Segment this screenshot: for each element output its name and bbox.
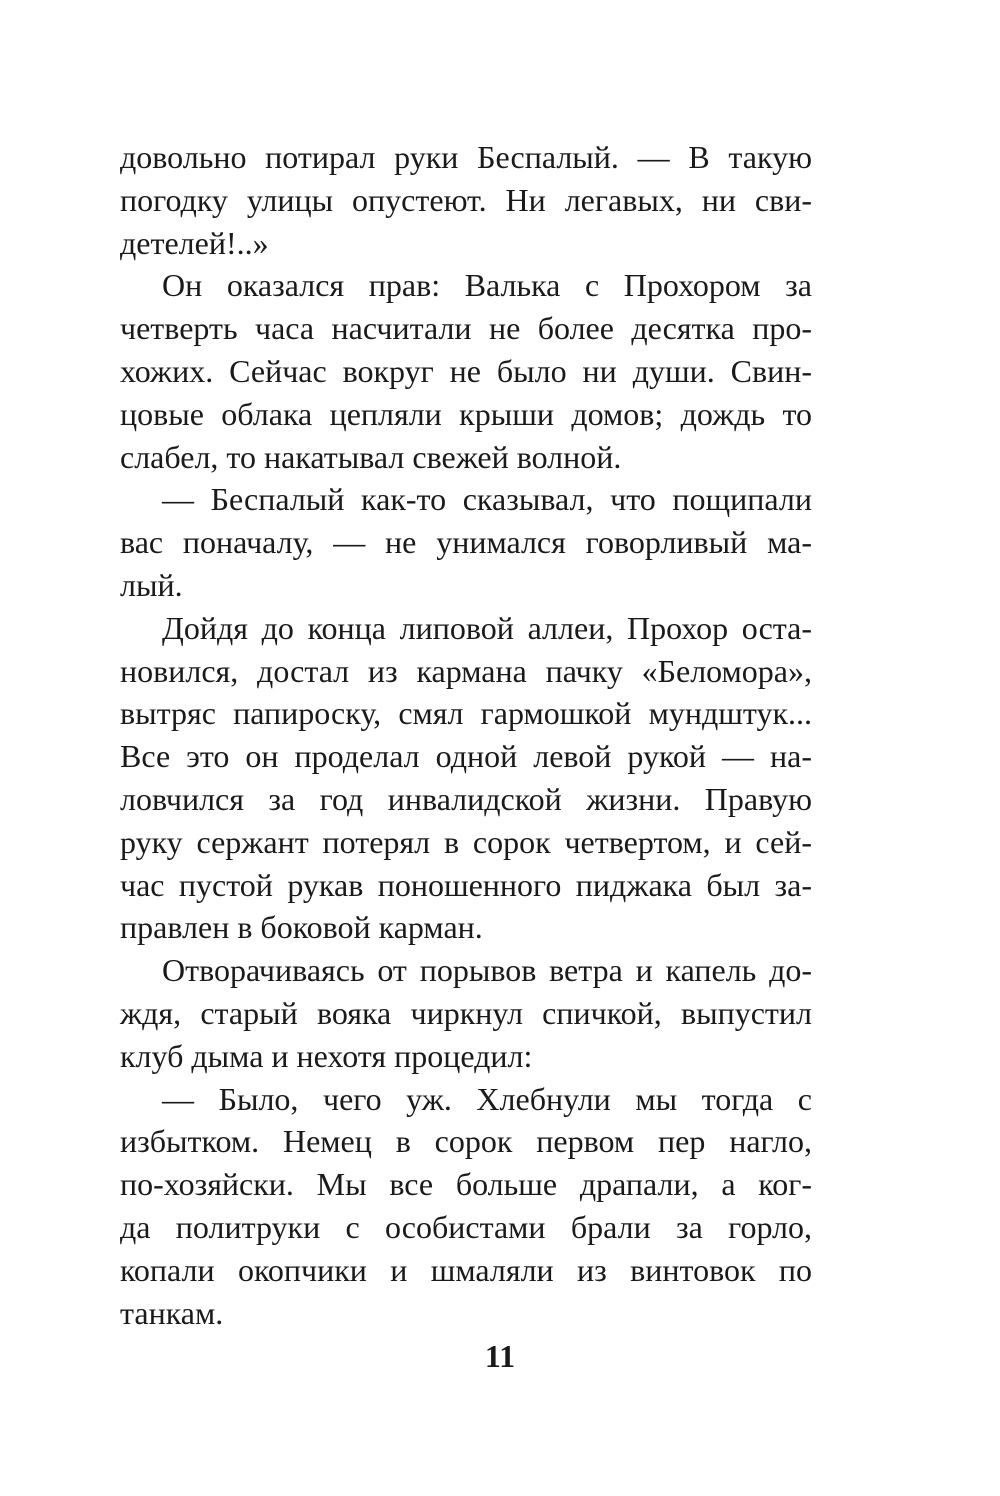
text-line: лый. bbox=[120, 566, 183, 603]
text-line: Дойдя до конца липовой аллеи, Прохор оста- bbox=[162, 609, 812, 646]
text-line: слабел, то накатывал свежей волной. bbox=[120, 438, 622, 475]
text-line: танкам. bbox=[120, 1294, 224, 1331]
text-line: копали окопчики и шмаляли из винтовок по bbox=[120, 1251, 812, 1288]
text-line: руку сержант потерял в сорок четвертом, и сей- bbox=[120, 823, 812, 860]
text-line: ждя, старый вояка чиркнул спичкой, выпустил bbox=[120, 994, 812, 1031]
text-line: клуб дыма и нехотя процедил: bbox=[120, 1037, 533, 1074]
paragraph-5 bbox=[120, 949, 812, 1077]
text-line: Все это он проделал одной левой рукой — на- bbox=[120, 738, 812, 775]
text-line: вытряс папироску, смял гармошкой мундштук... bbox=[120, 695, 812, 732]
text-line: да политруки с особистами брали за горло, bbox=[120, 1208, 812, 1245]
text-line: Отворачиваясь от порывов ветра и капель до- bbox=[162, 952, 812, 989]
text-line: правлен в боковой карман. bbox=[120, 909, 483, 946]
paragraph-1 bbox=[120, 136, 812, 264]
paragraph-6 bbox=[120, 1078, 812, 1335]
body-text bbox=[120, 136, 812, 1334]
text-line: Он оказался прав: Валька с Прохором за bbox=[162, 267, 812, 304]
text-line: ловчился за год инвалидской жизни. Правую bbox=[120, 780, 812, 817]
text-line: цовые облака цепляли крыши домов; дождь то bbox=[120, 395, 812, 432]
text-line: погодку улицы опустеют. Ни легавых, ни сви- bbox=[120, 181, 812, 218]
text-line: новился, достал из кармана пачку «Беломора», bbox=[120, 652, 812, 689]
paragraph-2 bbox=[120, 264, 812, 478]
text-line: детелей!..» bbox=[120, 224, 269, 261]
text-line: час пустой рукав поношенного пиджака был за- bbox=[120, 866, 812, 903]
text-line: — Было, чего уж. Хлебнули мы тогда с bbox=[162, 1080, 812, 1117]
page-number: 11 bbox=[484, 1338, 516, 1374]
text-line: по-хозяйски. Мы все больше драпали, а ког- bbox=[120, 1166, 812, 1203]
text-line: хожих. Сейчас вокруг не было ни души. Свин- bbox=[120, 352, 812, 389]
paragraph-3 bbox=[120, 478, 812, 606]
text-line: довольно потирал руки Беспалый. — В такую bbox=[120, 139, 812, 175]
text-line: избытком. Немец в сорок первом пер нагло, bbox=[120, 1123, 812, 1160]
text-line: вас поначалу, — не унимался говорливый ма- bbox=[120, 524, 812, 561]
text-line: — Беспалый как-то сказывал, что пощипали bbox=[162, 481, 812, 518]
text-line: четверть часа насчитали не более десятка про- bbox=[120, 310, 812, 347]
paragraph-4 bbox=[120, 607, 812, 949]
